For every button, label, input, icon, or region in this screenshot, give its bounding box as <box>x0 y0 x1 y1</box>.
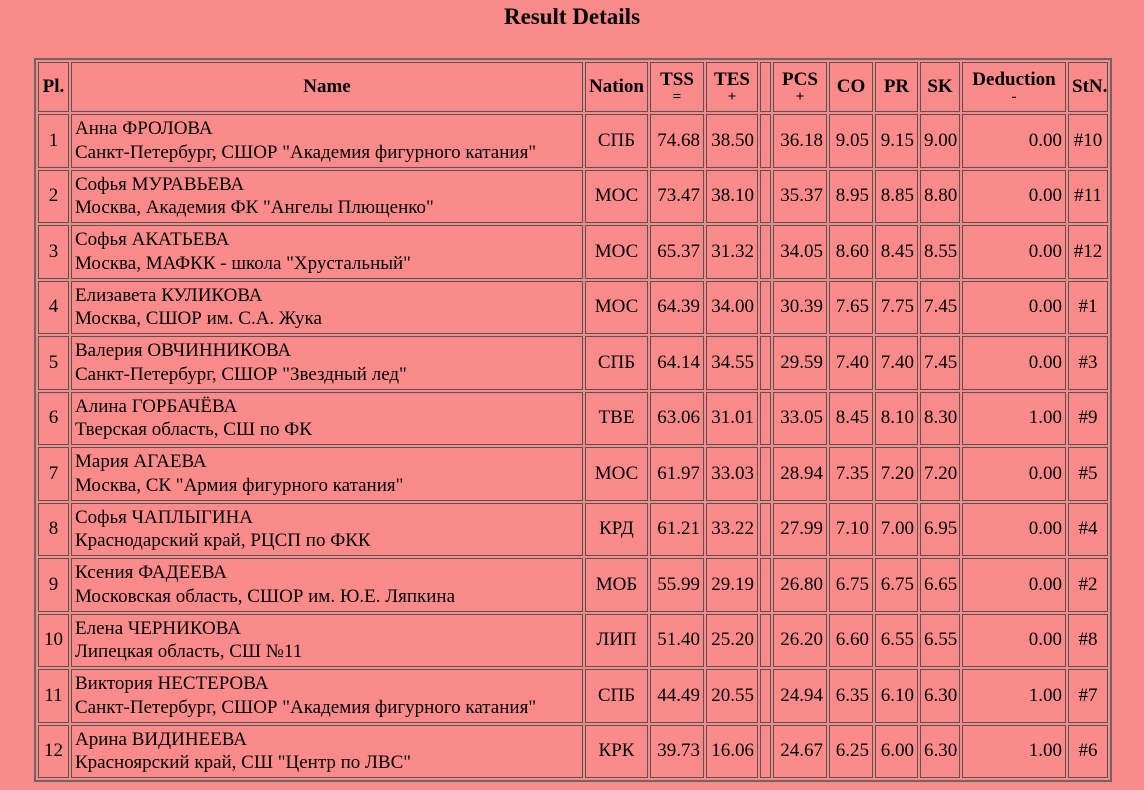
results-table-header <box>38 62 1108 112</box>
cell-tes: 16.06 <box>706 725 758 779</box>
cell-deduction: 0.00 <box>962 503 1066 557</box>
cell-pl: 3 <box>38 225 69 279</box>
cell-pcs: 34.05 <box>773 225 827 279</box>
cell-stn: #12 <box>1068 225 1108 279</box>
cell-pr: 6.55 <box>875 614 918 668</box>
cell-tes: 20.55 <box>706 669 758 723</box>
cell-deduction: 0.00 <box>962 114 1066 168</box>
skater-name: Ксения ФАДЕЕВА <box>75 562 228 583</box>
header-cell-tss <box>650 62 704 112</box>
skater-club: Санкт-Петербург, СШОР "Академия фигурного катания" <box>75 141 537 163</box>
cell-sk: 8.55 <box>920 225 960 279</box>
cell-tes: 38.10 <box>706 170 758 224</box>
result-row <box>38 669 1108 723</box>
cell-deduction: 0.00 <box>962 558 1066 612</box>
cell-nation: КРК <box>585 725 648 779</box>
header-cell-pr <box>875 62 918 112</box>
cell-co: 8.60 <box>829 225 873 279</box>
header-cell-pl <box>38 62 69 112</box>
cell-co: 8.95 <box>829 170 873 224</box>
cell-name <box>71 170 583 224</box>
skater-name: Мария АГАЕВА <box>75 451 207 472</box>
skater-name: Софья АКАТЬЕВА <box>75 229 230 250</box>
cell-stn: #3 <box>1068 336 1108 390</box>
cell-name <box>71 336 583 390</box>
cell-name <box>71 447 583 501</box>
cell-tes: 29.19 <box>706 558 758 612</box>
skater-name: Софья ЧАПЛЫГИНА <box>75 506 254 528</box>
header-label: StN. <box>1072 76 1108 98</box>
result-row <box>38 281 1108 335</box>
cell-nation: МОС <box>585 281 648 335</box>
cell-tss: 65.37 <box>650 225 704 279</box>
header-cell-co <box>829 62 873 112</box>
cell-co: 6.75 <box>829 558 873 612</box>
cell-pcs: 24.67 <box>773 725 827 779</box>
cell-pcs: 29.59 <box>773 336 827 390</box>
header-label: TES <box>714 68 750 90</box>
cell-tss: 74.68 <box>650 114 704 168</box>
result-row <box>38 447 1108 501</box>
cell-tss: 63.06 <box>650 392 704 446</box>
skater-club: Москва, СШОР им. С.А. Жука <box>75 308 322 330</box>
cell-deduction: 1.00 <box>962 392 1066 446</box>
cell-tes: 34.00 <box>706 281 758 335</box>
cell-tes: 38.50 <box>706 114 758 168</box>
results-table <box>34 58 1112 782</box>
cell-spacer <box>760 669 771 723</box>
cell-spacer <box>760 558 771 612</box>
header-sub-symbol: + <box>727 89 737 106</box>
cell-spacer <box>760 725 771 779</box>
cell-tss: 73.47 <box>650 170 704 224</box>
cell-spacer <box>760 336 771 390</box>
cell-spacer <box>760 447 771 501</box>
skater-name: Елена ЧЕРНИКОВА <box>75 617 241 639</box>
cell-tes: 34.55 <box>706 336 758 390</box>
result-row <box>38 114 1108 168</box>
cell-pl: 5 <box>38 336 69 390</box>
result-row <box>38 503 1108 557</box>
header-row <box>38 62 1108 112</box>
cell-pr: 7.75 <box>875 281 918 335</box>
cell-name <box>71 225 583 279</box>
cell-pr: 6.00 <box>875 725 918 779</box>
cell-pr: 8.10 <box>875 392 918 446</box>
cell-pl: 10 <box>38 614 69 668</box>
result-row <box>38 392 1108 446</box>
cell-tes: 33.22 <box>706 503 758 557</box>
skater-name: Елизавета КУЛИКОВА <box>75 284 263 306</box>
cell-stn: #8 <box>1068 614 1108 668</box>
cell-co: 7.65 <box>829 281 873 335</box>
cell-pcs: 30.39 <box>773 281 827 335</box>
cell-tss: 39.73 <box>650 725 704 779</box>
skater-club: Московская область, СШОР им. Ю.Е. Ляпкина <box>75 585 456 607</box>
cell-tes: 31.01 <box>706 392 758 446</box>
cell-deduction: 0.00 <box>962 447 1066 501</box>
cell-pr: 8.45 <box>875 225 918 279</box>
cell-pl: 9 <box>38 558 69 612</box>
cell-pcs: 27.99 <box>773 503 827 557</box>
cell-name <box>71 558 583 612</box>
cell-tes: 33.03 <box>706 447 758 501</box>
cell-tes: 25.20 <box>706 614 758 668</box>
cell-stn: #2 <box>1068 558 1108 612</box>
skater-club: Тверская область, СШ по ФК <box>75 419 312 441</box>
page-title: Result Details <box>503 4 641 29</box>
cell-deduction: 0.00 <box>962 170 1066 224</box>
cell-tss: 64.39 <box>650 281 704 335</box>
header-label: CO <box>836 76 866 98</box>
cell-sk: 9.00 <box>920 114 960 168</box>
cell-tss: 55.99 <box>650 558 704 612</box>
skater-name: Валерия ОВЧИННИКОВА <box>75 340 292 361</box>
cell-nation: ТВЕ <box>585 392 648 446</box>
result-row <box>38 725 1108 779</box>
header-cell-name <box>71 62 583 112</box>
cell-co: 6.35 <box>829 669 873 723</box>
cell-co: 8.45 <box>829 392 873 446</box>
cell-pr: 7.40 <box>875 336 918 390</box>
skater-club: Москва, Академия ФК "Ангелы Плющенко" <box>75 197 434 219</box>
cell-pl: 6 <box>38 392 69 446</box>
cell-pl: 11 <box>38 669 69 723</box>
cell-pl: 7 <box>38 447 69 501</box>
cell-spacer <box>760 614 771 668</box>
cell-name <box>71 725 583 779</box>
cell-stn: #1 <box>1068 281 1108 335</box>
cell-nation: СПБ <box>585 114 648 168</box>
header-label: TSS <box>660 68 694 90</box>
cell-pcs: 33.05 <box>773 392 827 446</box>
cell-stn: #9 <box>1068 392 1108 446</box>
skater-club: Москва, СК "Армия фигурного катания" <box>75 474 404 496</box>
header-label: PCS <box>782 68 818 90</box>
header-sub-symbol: - <box>1011 89 1017 106</box>
cell-deduction: 0.00 <box>962 336 1066 390</box>
cell-tss: 64.14 <box>650 336 704 390</box>
cell-deduction: 1.00 <box>962 669 1066 723</box>
skater-club: Красноярский край, СШ "Центр по ЛВС" <box>75 752 412 774</box>
skater-name: Софья МУРАВЬЕВА <box>75 173 245 195</box>
cell-pr: 6.75 <box>875 558 918 612</box>
cell-spacer <box>760 503 771 557</box>
cell-sk: 6.95 <box>920 503 960 557</box>
cell-sk: 6.55 <box>920 614 960 668</box>
cell-pl: 1 <box>38 114 69 168</box>
result-row <box>38 225 1108 279</box>
skater-club: Липецкая область, СШ №11 <box>75 641 303 663</box>
cell-co: 6.25 <box>829 725 873 779</box>
header-cell-tes <box>706 62 758 112</box>
skater-name: Виктория НЕСТЕРОВА <box>75 673 269 694</box>
header-cell-stn <box>1068 62 1108 112</box>
cell-name <box>71 614 583 668</box>
cell-name <box>71 114 583 168</box>
header-cell-nation <box>585 62 648 112</box>
cell-pl: 4 <box>38 281 69 335</box>
cell-sk: 7.45 <box>920 281 960 335</box>
cell-nation: СПБ <box>585 669 648 723</box>
cell-co: 7.35 <box>829 447 873 501</box>
cell-spacer <box>760 170 771 224</box>
cell-deduction: 0.00 <box>962 225 1066 279</box>
cell-name <box>71 669 583 723</box>
cell-sk: 7.20 <box>920 447 960 501</box>
cell-sk: 7.45 <box>920 336 960 390</box>
cell-sk: 8.30 <box>920 392 960 446</box>
cell-sk: 8.80 <box>920 170 960 224</box>
cell-name <box>71 392 583 446</box>
cell-co: 9.05 <box>829 114 873 168</box>
cell-pr: 6.10 <box>875 669 918 723</box>
skater-club: Санкт-Петербург, СШОР "Звездный лед" <box>75 363 407 385</box>
cell-stn: #5 <box>1068 447 1108 501</box>
cell-tss: 61.97 <box>650 447 704 501</box>
cell-spacer <box>760 392 771 446</box>
cell-pcs: 36.18 <box>773 114 827 168</box>
skater-club: Краснодарский край, РЦСП по ФКК <box>75 530 371 552</box>
cell-sk: 6.30 <box>920 725 960 779</box>
skater-name: Алина ГОРБАЧЁВА <box>75 395 238 417</box>
cell-pr: 9.15 <box>875 114 918 168</box>
cell-spacer <box>760 281 771 335</box>
header-cell-spacer <box>760 62 771 112</box>
cell-nation: СПБ <box>585 336 648 390</box>
result-row <box>38 170 1108 224</box>
cell-pcs: 35.37 <box>773 170 827 224</box>
cell-pr: 7.20 <box>875 447 918 501</box>
result-row <box>38 336 1108 390</box>
cell-sk: 6.65 <box>920 558 960 612</box>
cell-tss: 51.40 <box>650 614 704 668</box>
cell-spacer <box>760 225 771 279</box>
cell-stn: #11 <box>1068 170 1108 224</box>
skater-club: Москва, МАФКК - школа "Хрустальный" <box>75 252 411 274</box>
skater-name: Арина ВИДИНЕЕВА <box>75 728 247 750</box>
cell-sk: 6.30 <box>920 669 960 723</box>
cell-co: 7.10 <box>829 503 873 557</box>
header-sub-symbol: = <box>672 89 682 106</box>
cell-nation: МОС <box>585 225 648 279</box>
cell-pcs: 26.20 <box>773 614 827 668</box>
cell-pr: 8.85 <box>875 170 918 224</box>
result-row <box>38 558 1108 612</box>
cell-name <box>71 503 583 557</box>
header-label: PR <box>883 76 910 98</box>
skater-club: Санкт-Петербург, СШОР "Академия фигурного катания" <box>75 696 537 718</box>
header-label: Nation <box>589 76 644 98</box>
cell-pl: 12 <box>38 725 69 779</box>
cell-pr: 7.00 <box>875 503 918 557</box>
cell-co: 6.60 <box>829 614 873 668</box>
cell-nation: ЛИП <box>585 614 648 668</box>
result-row <box>38 614 1108 668</box>
cell-deduction: 0.00 <box>962 281 1066 335</box>
cell-pcs: 24.94 <box>773 669 827 723</box>
cell-name <box>71 281 583 335</box>
cell-tes: 31.32 <box>706 225 758 279</box>
cell-nation: МОС <box>585 447 648 501</box>
cell-tss: 44.49 <box>650 669 704 723</box>
cell-spacer <box>760 114 771 168</box>
cell-nation: МОС <box>585 170 648 224</box>
cell-nation: КРД <box>585 503 648 557</box>
header-cell-sk <box>920 62 960 112</box>
cell-co: 7.40 <box>829 336 873 390</box>
header-cell-pcs <box>773 62 827 112</box>
header-sub-symbol: + <box>795 89 805 106</box>
results-table-body <box>38 114 1108 778</box>
cell-pl: 2 <box>38 170 69 224</box>
skater-name: Анна ФРОЛОВА <box>75 118 213 139</box>
cell-stn: #4 <box>1068 503 1108 557</box>
header-label: Name <box>303 76 351 98</box>
cell-nation: МОБ <box>585 558 648 612</box>
cell-tss: 61.21 <box>650 503 704 557</box>
cell-pcs: 26.80 <box>773 558 827 612</box>
header-cell-deduction <box>962 62 1066 112</box>
cell-deduction: 0.00 <box>962 614 1066 668</box>
cell-stn: #10 <box>1068 114 1108 168</box>
cell-stn: #7 <box>1068 669 1108 723</box>
header-label: SK <box>927 76 953 98</box>
cell-pl: 8 <box>38 503 69 557</box>
header-label: Pl. <box>42 76 65 98</box>
cell-deduction: 1.00 <box>962 725 1066 779</box>
header-label: Deduction <box>972 68 1056 90</box>
cell-pcs: 28.94 <box>773 447 827 501</box>
cell-stn: #6 <box>1068 725 1108 779</box>
